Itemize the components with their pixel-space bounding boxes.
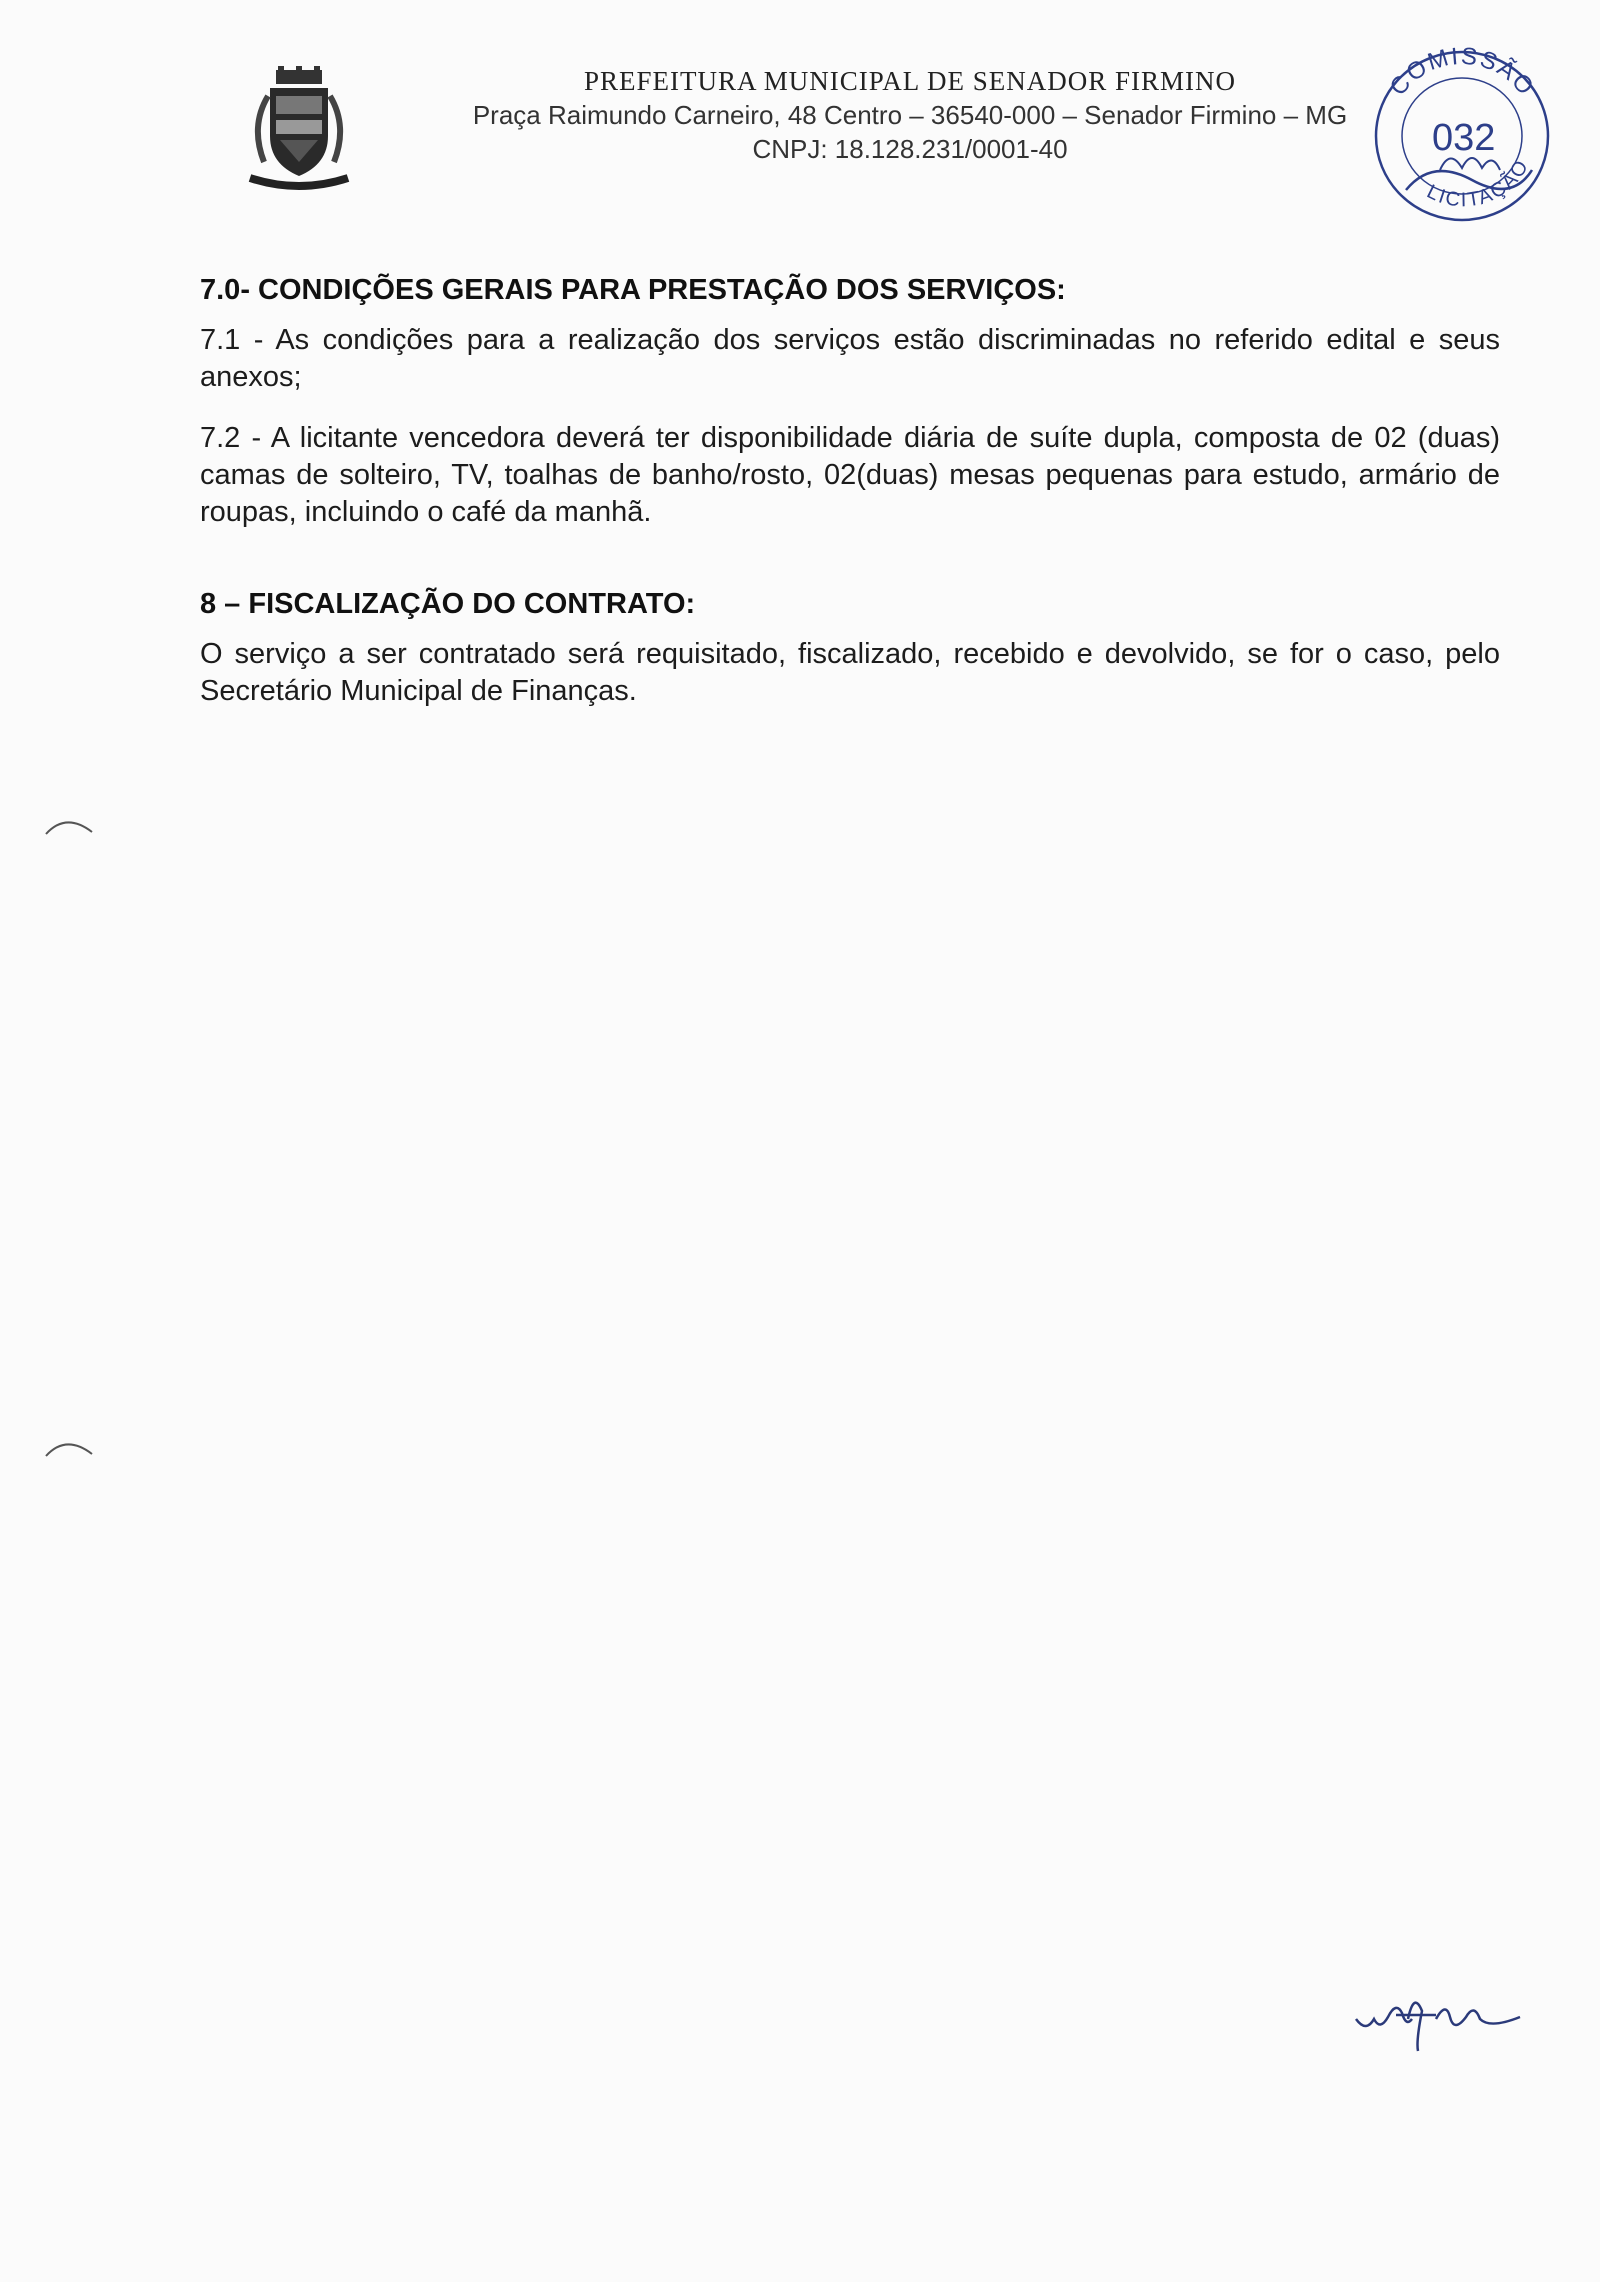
- org-name: PREFEITURA MUNICIPAL DE SENADOR FIRMINO: [583, 66, 1237, 96]
- stamp-page-number: 032: [1432, 117, 1496, 159]
- handwritten-signature: [1350, 1985, 1540, 2055]
- letterhead: [420, 64, 1400, 166]
- section-8-paragraph: O serviço a ser contratado será requisitado, fiscalizado, recebido e devolvido, se for o caso, pelo Secretário Municipal de Finanças.: [200, 638, 1500, 707]
- section-7-heading: 7.0- CONDIÇÕES GERAIS PARA PRESTAÇÃO DOS SERVIÇOS:: [200, 274, 1066, 306]
- section-7-1-paragraph: 7.1 - As condições para a realização dos serviços estão discriminadas no referido edital e seus anexos;: [200, 324, 1500, 393]
- section-8-heading: 8 – FISCALIZAÇÃO DO CONTRATO:: [200, 588, 696, 620]
- stamp-top-text: COMISSÃO: [1384, 42, 1540, 102]
- commission-stamp: [1362, 40, 1562, 230]
- punch-mark-icon: [42, 810, 98, 840]
- org-address: Praça Raimundo Carneiro, 48 Centro – 36540-000 – Senador Firmino – MG: [472, 100, 1348, 130]
- org-cnpj: CNPJ: 18.128.231/0001-40: [752, 134, 1068, 164]
- svg-text:COMISSÃO: [1385, 43, 1540, 102]
- section-7-2-paragraph: 7.2 - A licitante vencedora deverá ter disponibilidade diária de suíte dupla, composta de 02 (duas) camas de solteiro, TV, toalhas de banho/rosto, 02(duas) mesas pequenas para estudo, armário de roupas, incluindo o café da manhã.: [200, 422, 1500, 528]
- municipal-crest-icon: [240, 66, 358, 194]
- stamp-bottom-text: LICITAÇÃO: [1423, 155, 1534, 212]
- punch-mark-icon: [42, 1432, 98, 1462]
